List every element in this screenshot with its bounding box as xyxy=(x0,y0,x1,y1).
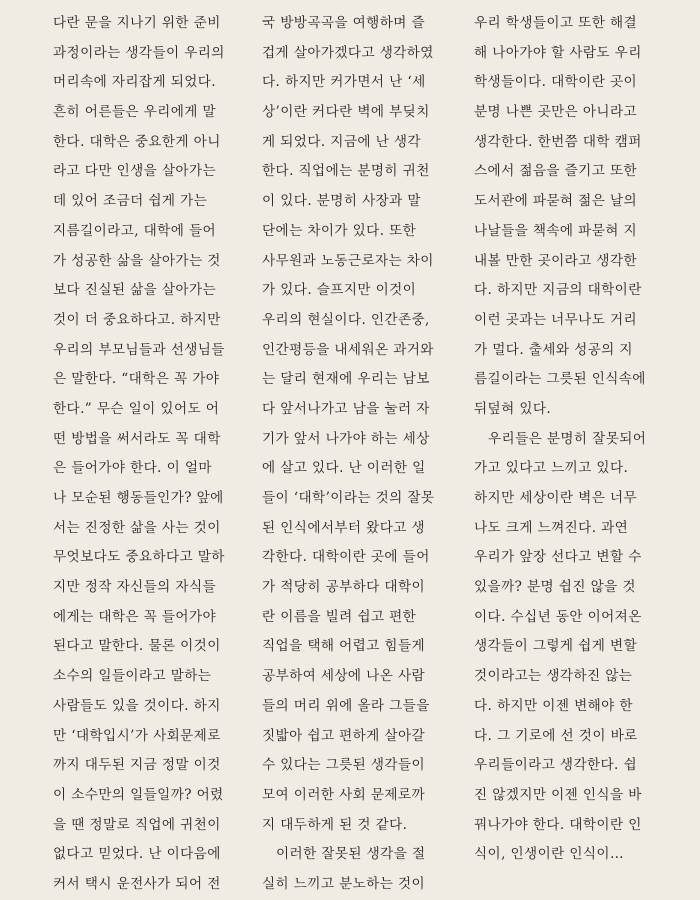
text-line: 지만 정작 자신들의 자식들 xyxy=(53,579,217,596)
text-line: 들이 ‘대학’이라는 것의 잘못 xyxy=(262,490,435,506)
text-line: 름길이라는 그릇된 인식속에 xyxy=(474,371,646,388)
text-line: 도서관에 파묻혀 젊은 날의 xyxy=(474,193,638,210)
text-line: 수 있다는 그릇된 생각들이 xyxy=(262,757,426,774)
text-line: 우리 학생들이고 또한 해결 xyxy=(474,15,638,31)
text-line: 우리들은 분명히 잘못되어 xyxy=(488,430,647,447)
text-line: 은 들어가야 한다. 이 얼마 xyxy=(53,460,212,477)
text-line: 이 소수만의 일들일까? 어렸 xyxy=(53,786,224,803)
text-line: 된다고 말한다. 물론 이것이 xyxy=(53,638,221,655)
text-line: 나도 크게 느껴진다. 과연 xyxy=(474,519,629,536)
text-line: 단에는 차이가 있다. 또한 xyxy=(262,222,417,239)
text-line: 짓밟아 쉽고 편하게 살아갈 xyxy=(262,727,426,744)
text-line: 다. 그 기로에 선 것이 바로 xyxy=(474,727,638,744)
text-line: 데 있어 조금더 쉽게 가는 xyxy=(53,193,208,210)
text-line: 진 않겠지만 이젠 인식을 바 xyxy=(474,786,642,803)
text-line: 이러한 잘못된 생각을 절 xyxy=(276,846,426,863)
text-line: 우리들이라고 생각한다. 쉽 xyxy=(474,757,638,774)
text-line: 국 방방곡곡을 여행하며 즐 xyxy=(262,15,426,31)
text-line: 까지 대두된 지금 정말 이것 xyxy=(53,757,221,774)
text-line: 소수의 일들이라고 말하는 xyxy=(53,668,212,685)
text-line: 지름길이라고, 대학에 들어 xyxy=(53,222,217,239)
text-line: 만 ‘대학입시’가 사회문제로 xyxy=(53,727,221,744)
text-line: 하지만 세상이란 벽은 너무 xyxy=(474,490,638,506)
text-line: 된 인식에서부터 왔다고 생 xyxy=(262,519,426,536)
text-line: 뒤덮혀 있다. xyxy=(474,400,552,417)
text-line: 직업을 택해 어렵고 힘들게 xyxy=(262,638,426,655)
text-line: 가 적당히 공부하다 대학이 xyxy=(262,579,426,596)
text-line: 기가 앞서 나가야 하는 세상 xyxy=(262,430,430,447)
text-line: 무엇보다도 중요하다고 말하 xyxy=(53,549,225,566)
text-line: 이다. 수십년 동안 이어져온 xyxy=(474,608,642,625)
text-line: 보다 진실된 삶을 살아가는 xyxy=(53,282,217,299)
text-line: 나 모순된 행동들인가? 앞에 xyxy=(53,490,224,506)
text-line: 있을까? 분명 쉽진 않을 것 xyxy=(474,579,636,596)
text-line: 겁게 살아가겠다고 생각하였 xyxy=(262,44,434,61)
text-line: 상’이란 커다란 벽에 부딪치 xyxy=(262,104,430,121)
text-line: 다. 하지만 커가면서 난 ‘세 xyxy=(262,74,426,91)
text-line: 이런 곳과는 너무나도 거리 xyxy=(474,311,638,328)
text-line: 해 나아가야 할 사람도 우리 xyxy=(474,44,642,61)
text-line: 실히 느끼고 분노하는 것이 xyxy=(262,875,426,892)
text-line: 것이 더 중요하다고. 하지만 xyxy=(53,311,221,328)
text-line: 가 멀다. 출세와 성공의 지 xyxy=(474,341,633,358)
text-line: 에 살고 있다. 난 이러한 일 xyxy=(262,460,426,477)
text-line: 인간평등을 내세워온 과거와 xyxy=(262,341,434,358)
text-column-1 xyxy=(53,9,241,900)
text-line: 생각한다. 한번쯤 대학 캠퍼 xyxy=(474,133,642,150)
text-line: 꿔나가야 한다. 대학이란 인 xyxy=(474,816,642,833)
text-line: 은 말한다. “대학은 꼭 가야 xyxy=(53,371,220,388)
text-line: 내볼 만한 곳이라고 생각한 xyxy=(474,252,638,269)
text-line: 한다.” 무슨 일이 있어도 어 xyxy=(53,400,220,417)
text-line: 다. 하지만 지금의 대학이란 xyxy=(474,282,642,299)
text-line: 에게는 대학은 꼭 들어가야 xyxy=(53,608,217,625)
text-line: 학생들이다. 대학이란 곳이 xyxy=(474,74,638,91)
text-line: 게 되었다. 지금에 난 생각 xyxy=(262,133,421,150)
text-line: 식이, 인생이란 인식이… xyxy=(474,846,624,863)
text-column-2 xyxy=(262,9,460,900)
text-line: 라고 다만 인생을 살아가는 xyxy=(53,163,217,180)
text-line: 머리속에 자리잡게 되었다. xyxy=(53,74,217,91)
text-line: 커서 택시 운전사가 되어 전 xyxy=(53,875,221,892)
text-line: 란 이름을 빌려 쉽고 편한 xyxy=(262,608,417,625)
text-line: 스에서 젊음을 즐기고 또한 xyxy=(474,163,638,180)
text-line: 다 앞서나가고 남을 눌러 자 xyxy=(262,400,430,417)
text-line: 것이라고는 생각하진 않는 xyxy=(474,668,633,685)
text-line: 을 땐 정말로 직업에 귀천이 xyxy=(53,816,221,833)
text-line: 모여 이러한 사회 문제로까 xyxy=(262,786,426,803)
text-line: 흔히 어른들은 우리에게 말 xyxy=(53,104,217,121)
text-line: 는 달리 현재에 우리는 남보 xyxy=(262,371,430,388)
text-line: 가 있다. 슬프지만 이것이 xyxy=(262,282,417,299)
text-line: 우리의 부모님들과 선생님들 xyxy=(53,341,225,358)
text-line: 이 있다. 분명히 사장과 말 xyxy=(262,193,421,210)
text-line: 나날들을 책속에 파묻혀 지 xyxy=(474,222,638,239)
text-line: 공부하여 세상에 나온 사람 xyxy=(262,668,426,685)
text-line: 들의 머리 위에 올라 그들을 xyxy=(262,697,430,714)
text-line: 사무원과 노동근로자는 차이 xyxy=(262,252,434,269)
text-line: 지 대두하게 된 것 같다. xyxy=(262,816,408,833)
text-line: 우리의 현실이다. 인간존중, xyxy=(262,311,430,328)
text-line: 생각들이 그렇게 쉽게 변할 xyxy=(474,638,638,655)
text-line: 각한다. 대학이란 곳에 들어 xyxy=(262,549,430,566)
text-line: 다란 문을 지나기 위한 준비 xyxy=(53,15,221,31)
text-column-3 xyxy=(474,9,689,870)
text-line: 과정이라는 생각들이 우리의 xyxy=(53,44,225,61)
text-line: 가고 있다고 느끼고 있다. xyxy=(474,460,629,477)
text-line: 한다. 대학은 중요한게 아니 xyxy=(53,133,221,150)
text-line: 다. 하지만 이젠 변해야 한 xyxy=(474,697,633,714)
text-line: 우리가 앞장 선다고 변할 수 xyxy=(474,549,642,566)
text-line: 가 성공한 삶을 살아가는 것 xyxy=(53,252,221,269)
text-line: 한다. 직업에는 분명히 귀천 xyxy=(262,163,430,180)
text-line: 서는 진정한 삶을 사는 것이 xyxy=(53,519,221,536)
text-line: 분명 나쁜 곳만은 아니라고 xyxy=(474,104,638,121)
text-line: 사람들도 있을 것이다. 하지 xyxy=(53,697,221,714)
text-line: 없다고 믿었다. 난 이다음에 xyxy=(53,846,221,863)
text-line: 떤 방법을 써서라도 꼭 대학 xyxy=(53,430,221,447)
